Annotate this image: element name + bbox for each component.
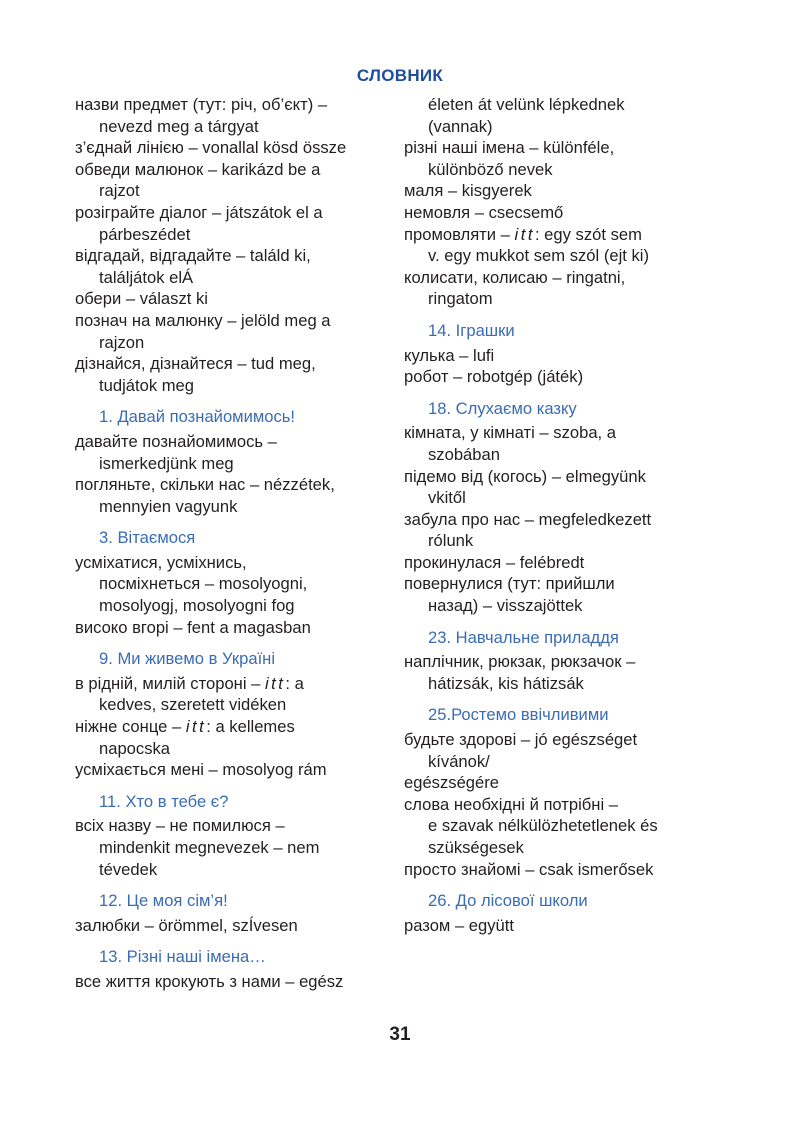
glossary-entry — [404, 366, 724, 388]
glossary-entry — [404, 94, 724, 137]
entry-text: : egy szót sem — [534, 224, 642, 244]
entry-translation: párbeszédet — [99, 224, 191, 244]
entry-translation: kedves, szeretett vidéken — [99, 695, 287, 715]
entry-term: з’єднай лінією – vonallal kösd össze — [75, 138, 347, 158]
glossary-entry — [75, 245, 393, 288]
entry-text: : a — [285, 673, 304, 693]
entry-term: кулька – lufi — [404, 345, 495, 365]
entry-term: все життя крокують з нами – egész — [75, 971, 344, 991]
entry-term: відгадай, відгадайте – találd ki, — [75, 246, 311, 266]
spaced-note: itt — [185, 717, 207, 737]
entry-translation: hátizsák, kis hátizsák — [428, 673, 584, 693]
glossary-entry — [404, 422, 724, 465]
entry-term: egészségére — [404, 773, 500, 793]
spaced-note: itt — [514, 224, 535, 244]
page-title: СЛОВНИК — [356, 66, 444, 85]
entry-term: розіграйте діалог – játszátok el a — [75, 202, 323, 222]
entry-term: різні наші імена – különféle, — [404, 138, 615, 158]
entry-text: промовляти – — [404, 224, 515, 244]
right-column — [404, 94, 724, 936]
entry-term — [404, 224, 724, 246]
entry-translation: ismerkedjünk meg — [99, 453, 234, 473]
glossary-entry — [75, 310, 393, 353]
glossary-entry — [404, 573, 724, 616]
section-heading: 25.Ростемо ввічливими — [428, 705, 609, 725]
entry-translation: e szavak nélkülözhetetlenek és — [428, 816, 658, 836]
entry-text: в рідній, милій стороні – — [75, 673, 265, 693]
glossary-entry — [75, 971, 393, 993]
glossary-entry — [404, 267, 724, 310]
entry-term: просто знайомі – csak ismerősek — [404, 859, 654, 879]
section-heading: 18. Слухаємо казку — [428, 398, 577, 418]
glossary-entry — [75, 159, 393, 202]
entry-term: назви предмет (тут: річ, об’єкт) – — [75, 95, 328, 114]
section-heading: 1. Давай познайомимось! — [99, 407, 296, 427]
entry-term: робот – robotgép (játék) — [404, 367, 584, 387]
glossary-entry — [404, 915, 724, 937]
entry-translation: mosolyogj, mosolyogni fog — [99, 596, 295, 616]
section-heading: 23. Навчальне приладдя — [428, 627, 619, 647]
entry-translation: rajzot — [99, 181, 140, 201]
entry-term — [75, 673, 393, 695]
glossary-entry — [404, 180, 724, 202]
entry-text: : a kellemes — [206, 717, 295, 737]
entry-term: разом – együtt — [404, 915, 514, 935]
entry-translation: különböző nevek — [428, 159, 553, 179]
entry-term: залюбки – örömmel, szÍvesen — [75, 915, 298, 935]
glossary-entry — [75, 673, 393, 716]
entry-term: підемо від (когось) – elmegyünk — [404, 466, 646, 486]
section-heading: 14. Іграшки — [428, 320, 515, 340]
page-number: 31 — [389, 1024, 411, 1045]
glossary-entry — [404, 772, 724, 794]
entry-term: дізнайся, дізнайтеся – tud meg, — [75, 354, 316, 374]
entry-term: забула про нас – megfeledkezett — [404, 509, 652, 529]
section-heading: 9. Ми живемо в Україні — [99, 649, 276, 669]
entry-term: обведи малюнок – karikázd be a — [75, 159, 321, 179]
entry-term: слова необхідні й потрібні – — [404, 794, 619, 814]
glossary-entry — [75, 94, 393, 137]
entry-translation: (vannak) — [428, 116, 493, 136]
section-heading: 13. Різні наші імена… — [99, 947, 266, 967]
glossary-entry — [404, 859, 724, 881]
entry-term: усміхається мені – mosolyog rám — [75, 760, 327, 780]
entry-term: немовля – csecsemő — [404, 202, 564, 222]
glossary-entry — [75, 815, 393, 880]
entry-term: обери – választ ki — [75, 289, 208, 309]
glossary-entry — [404, 729, 724, 772]
entry-term: наплічник, рюкзак, рюкзачок – — [404, 652, 636, 672]
glossary-entry — [404, 137, 724, 180]
glossary-entry — [75, 431, 393, 474]
entry-translation: rólunk — [428, 531, 474, 551]
glossary-entry — [75, 353, 393, 396]
glossary-entry — [75, 716, 393, 759]
section-heading: 3. Вітаємося — [99, 528, 196, 548]
entry-translation: mennyien vagyunk — [99, 496, 238, 516]
glossary-entry — [75, 617, 393, 639]
entry-term: повернулися (тут: прийшли — [404, 574, 615, 594]
entry-translation: назад) – visszajöttek — [428, 596, 583, 616]
entry-translation: szükségesek — [428, 838, 524, 857]
spaced-note: itt — [265, 673, 286, 693]
section-heading: 12. Це моя сім’я! — [99, 891, 228, 911]
glossary-entry — [404, 345, 724, 367]
entry-term: усміхатися, усміхнись, — [75, 552, 247, 572]
entry-term: кімната, у кімнаті – szoba, a — [404, 423, 616, 443]
entry-term — [75, 716, 393, 738]
entry-translation: szobában — [428, 444, 500, 464]
entry-text: ніжне сонце – — [75, 717, 186, 737]
glossary-entry — [75, 759, 393, 781]
entry-translation: tudjátok meg — [99, 375, 195, 395]
glossary-entry — [75, 474, 393, 517]
glossary-entry — [75, 137, 393, 159]
entry-term: будьте здорові – jó egészséget — [404, 730, 638, 750]
entry-term: давайте познайомимось – — [75, 431, 277, 451]
entry-translation: találjátok elÁ — [99, 267, 194, 287]
glossary-entry — [404, 794, 724, 859]
entry-translation: kívánok/ — [428, 751, 490, 771]
entry-translation: nevezd meg a tárgyat — [99, 116, 259, 136]
entry-translation: ringatom — [428, 289, 493, 309]
left-column — [75, 94, 393, 993]
glossary-entry — [404, 466, 724, 509]
glossary-entry — [75, 915, 393, 937]
entry-term: познач на малюнку – jelöld meg a — [75, 310, 331, 330]
entry-translation: rajzon — [99, 332, 145, 352]
entry-translation: vkitől — [428, 488, 466, 508]
entry-term: маля – kisgyerek — [404, 181, 532, 201]
glossary-entry — [75, 552, 393, 617]
entry-translation: életen át velünk lépkednek — [428, 95, 625, 114]
entry-term: прокинулася – felébredt — [404, 552, 585, 572]
entry-translation: napocska — [99, 738, 171, 758]
glossary-entry — [75, 288, 393, 310]
entry-term: погляньте, скільки нас – nézzétek, — [75, 475, 335, 495]
entry-translation: tévedek — [99, 859, 158, 879]
glossary-entry — [404, 509, 724, 552]
entry-term: всіх назву – не помилюся – — [75, 816, 285, 836]
glossary-entry — [75, 202, 393, 245]
section-heading: 26. До лісової школи — [428, 891, 588, 911]
glossary-entry — [404, 651, 724, 694]
entry-term: колисати, колисаю – ringatni, — [404, 267, 626, 287]
section-heading: 11. Хто в тебе є? — [99, 791, 229, 811]
entry-translation: mindenkit megnevezek – nem — [99, 838, 320, 857]
glossary-entry — [404, 202, 724, 224]
entry-translation: посміхнеться – mosolyogni, — [99, 574, 308, 594]
glossary-entry — [404, 224, 724, 267]
entry-term: високо вгорі – fent a magasban — [75, 617, 311, 637]
entry-translation: v. egy mukkot sem szól (ejt ki) — [428, 246, 649, 266]
glossary-entry — [404, 552, 724, 574]
